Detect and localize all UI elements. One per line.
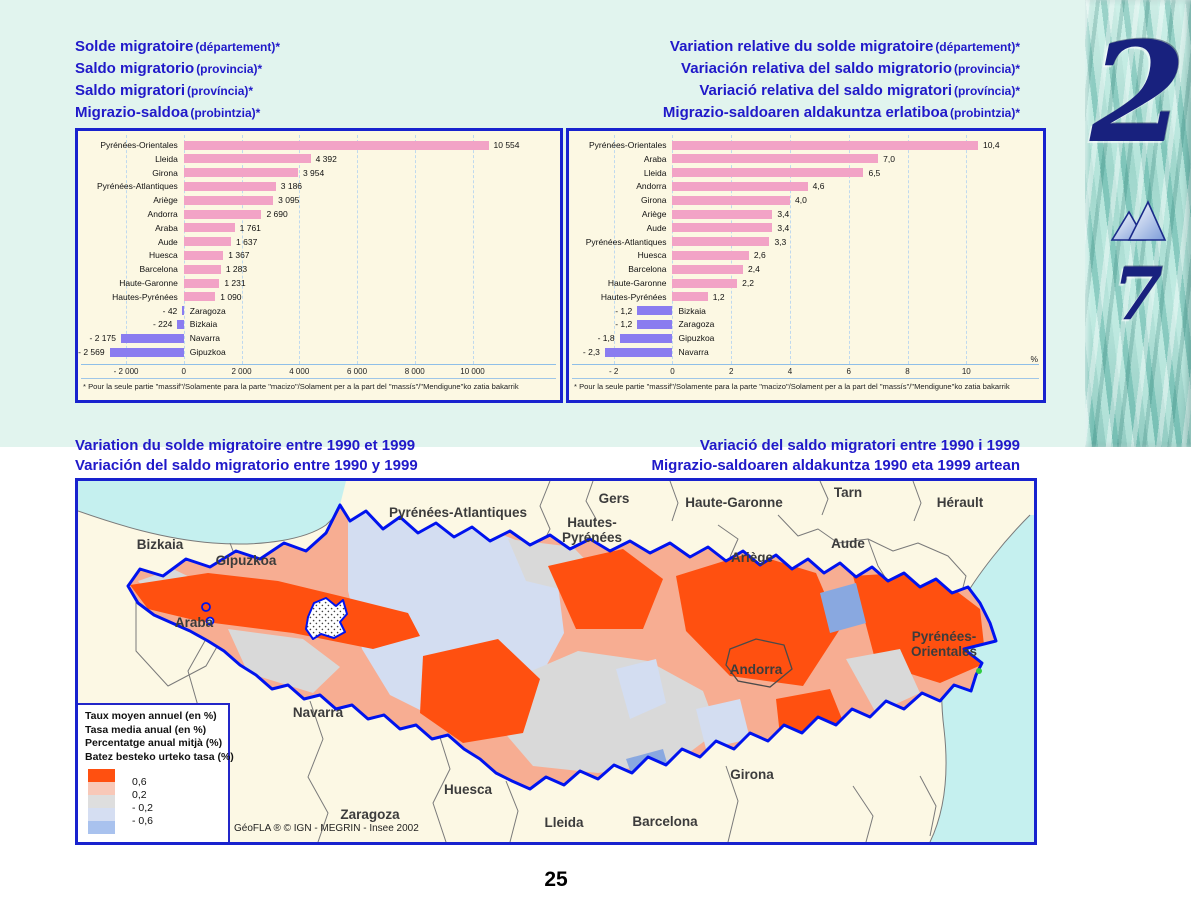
- legend-threshold-label: - 0,2: [132, 802, 154, 814]
- bar-value-label: - 2,3: [582, 347, 600, 357]
- bar-category-label: Araba: [155, 222, 178, 233]
- bar-positive: [184, 210, 262, 219]
- mountains-icon: [1109, 196, 1167, 244]
- bar-category-label: Gipuzkoa: [189, 347, 226, 357]
- bar-positive: [184, 237, 231, 246]
- bar-value-label: 1 761: [239, 222, 261, 233]
- bar-category-label: Barcelona: [628, 264, 667, 275]
- map-title-es: Variación del saldo migratorio entre 1990 y 1999: [75, 457, 418, 474]
- legend-title-eu: Batez besteko urteko tasa (%): [85, 750, 234, 763]
- legend-title-es: Tasa media anual (en %): [85, 723, 207, 736]
- bar-value-label: 3 095: [278, 195, 300, 206]
- bar-category-label: Aude: [157, 236, 178, 247]
- bar-value-label: 3 186: [280, 181, 303, 192]
- legend-title-fr: Taux moyen annuel (en %): [85, 710, 217, 722]
- axis-tick-label: 8 000: [404, 366, 425, 376]
- bar-value-label: 7,0: [883, 153, 895, 164]
- x-axis-ticks: [572, 353, 1038, 378]
- bar-value-label: 2,2: [742, 278, 754, 288]
- bar-positive: [672, 168, 863, 177]
- bar-negative: [637, 320, 672, 329]
- bar-category-label: Ariège: [641, 209, 667, 219]
- legend-swatch: [88, 769, 115, 782]
- choropleth-map: [75, 478, 1037, 845]
- title-eu: Migrazio-saldoaren aldakuntza erlatiboa (probintzia)*: [662, 104, 1020, 121]
- bar-positive: [184, 196, 273, 205]
- bar-category-label: Pyrénées-Orientales: [589, 140, 667, 150]
- bar-value-label: 10 554: [493, 140, 520, 150]
- map-label-pyrenees-atlantiques: Pyrénées-Atlantiques: [388, 505, 528, 520]
- section-number: 7: [1112, 251, 1164, 336]
- bar-category-label: Hautes-Pyrénées: [600, 291, 667, 302]
- axis-tick-label: 4 000: [289, 366, 310, 376]
- map-label-ariege: Ariège: [730, 550, 774, 565]
- title-ca: Variació relativa del saldo migratori (província)*: [699, 82, 1020, 99]
- title-es: Variación relativa del saldo migratorio (provincia)*: [681, 60, 1020, 77]
- gridline: [357, 135, 358, 364]
- bar-value-label: 4,6: [812, 181, 825, 192]
- map-titles-right: [652, 436, 1021, 476]
- axis-tick-label: 10 000: [460, 366, 485, 376]
- bar-positive: [184, 168, 298, 177]
- bar-value-label: - 2 175: [89, 333, 116, 344]
- gridline: [966, 135, 967, 364]
- bar-value-label: 1 367: [228, 250, 250, 261]
- map-label-zaragoza: Zaragoza: [340, 807, 400, 822]
- bar-category-label: Gipuzkoa: [678, 333, 715, 344]
- map-titles-left: [75, 436, 418, 476]
- bar-category-label: Pyrénées-Orientales: [100, 140, 178, 150]
- title-eu: Migrazio-saldoa (probintzia)*: [75, 104, 261, 121]
- bar-positive: [184, 154, 311, 163]
- legend-swatch: [88, 795, 115, 808]
- bar-category-label: Hautes-Pyrénées: [112, 291, 178, 302]
- bar-negative: [182, 306, 184, 315]
- bar-value-label: 3,4: [777, 209, 790, 219]
- bar-positive: [184, 292, 215, 301]
- bar-category-label: Bizkaia: [189, 319, 218, 330]
- axis-tick-label: 6 000: [347, 366, 368, 376]
- bar-category-label: Huesca: [637, 250, 667, 261]
- bar-value-label: 10,4: [983, 140, 1000, 150]
- legend-swatch: [88, 782, 115, 795]
- map-label-lleida: Lleida: [544, 815, 584, 830]
- bar-positive: [672, 251, 748, 260]
- bar-value-label: - 1,2: [615, 319, 633, 330]
- bar-category-label: Girona: [640, 195, 667, 206]
- map-legend: [78, 703, 234, 842]
- bar-chart-solde-migratoire: [75, 128, 563, 403]
- gridline: [473, 135, 474, 364]
- chart-footnote: * Pour la seule partie "massif"/Solamente para la parte "macizo"/Solament per a la part del "massís"/"Mendigune"ko zatia bakarrik: [574, 381, 1010, 391]
- bar-positive: [672, 237, 769, 246]
- axis-tick-label: 4: [787, 366, 793, 376]
- bar-negative: [110, 348, 184, 357]
- map-label-navarra: Navarra: [292, 705, 344, 720]
- bar-negative: [637, 306, 672, 315]
- map-attribution: GéoFLA ® © IGN - MEGRIN - Insee 2002: [234, 823, 419, 834]
- bar-category-label: Haute-Garonne: [119, 278, 178, 288]
- axis-tick-label: 0: [181, 366, 187, 376]
- map-label-bizkaia: Bizkaia: [136, 537, 184, 552]
- title-fr: Variation relative du solde migratoire (département)*: [669, 38, 1020, 55]
- bar-positive: [672, 292, 707, 301]
- bar-positive: [672, 141, 978, 150]
- map-label-pyrenees-orientales: Pyrénées-Orientales: [910, 629, 978, 659]
- bar-category-label: Navarra: [189, 333, 221, 344]
- bar-positive: [672, 265, 743, 274]
- bar-category-label: Bizkaia: [678, 305, 706, 316]
- gridline: [299, 135, 300, 364]
- bar-category-label: Girona: [152, 167, 178, 178]
- axis-tick-label: 2: [729, 366, 734, 376]
- legend-threshold-label: 0,6: [132, 776, 147, 788]
- axis-tick-label: - 2: [609, 366, 619, 376]
- bar-positive: [184, 279, 220, 288]
- map-label-barcelona: Barcelona: [632, 814, 698, 829]
- bar-value-label: 1,2: [712, 291, 725, 302]
- chapter-number: 2: [1089, 11, 1187, 174]
- legend-title-ca: Percentatge anual mitjà (%): [85, 737, 223, 749]
- chart-left-titles: [75, 36, 280, 124]
- bar-category-label: Huesca: [148, 250, 178, 261]
- axis-tick-label: 6: [846, 366, 851, 376]
- bar-positive: [184, 182, 276, 191]
- chapter-sidebar: [1085, 0, 1191, 447]
- bar-value-label: 3,3: [774, 236, 787, 247]
- gridline: [908, 135, 909, 364]
- title-es: Saldo migratorio (provincia)*: [75, 60, 263, 77]
- map-label-gipuzkoa: Gipuzkoa: [215, 553, 277, 568]
- bar-value-label: - 2 569: [78, 347, 105, 357]
- bar-category-label: Zaragoza: [189, 305, 226, 316]
- gridline: [126, 135, 127, 364]
- chart-plot-area: [572, 131, 1038, 364]
- axis-tick-label: 0: [670, 366, 675, 376]
- x-axis-ticks: [81, 365, 547, 378]
- bar-chart-variation-relative: [566, 128, 1046, 403]
- bar-category-label: Aude: [646, 222, 667, 233]
- map-title-fr: Variation du solde migratoire entre 1990 et 1999: [75, 437, 416, 454]
- bar-value-label: 4 392: [315, 153, 337, 164]
- map-label-hautes-pyrenees: Hautes-Pyrénées: [561, 515, 623, 545]
- map-title-ca: Variació del saldo migratori entre 1990 i 1999: [699, 437, 1020, 454]
- bar-negative: [177, 320, 183, 329]
- bar-positive: [184, 265, 221, 274]
- legend-swatch: [88, 808, 115, 821]
- bar-value-label: 2 690: [266, 209, 288, 219]
- bar-positive: [672, 223, 772, 232]
- page-number: 25: [544, 868, 568, 891]
- bar-value-label: 2,4: [748, 264, 760, 275]
- title-ca: Saldo migratori (província)*: [75, 82, 254, 99]
- map-label-haute-garonne: Haute-Garonne: [685, 495, 783, 510]
- bar-value-label: - 1,2: [615, 305, 633, 316]
- legend-threshold-label: 0,2: [132, 789, 147, 801]
- map-label-gers: Gers: [598, 491, 630, 506]
- bar-value-label: 3,4: [777, 222, 790, 233]
- bar-category-label: Araba: [643, 153, 667, 164]
- title-fr: Solde migratoire (département)*: [75, 38, 281, 55]
- bar-positive: [184, 141, 489, 150]
- bar-category-label: Ariège: [153, 195, 178, 206]
- bar-category-label: Pyrénées-Atlantiques: [585, 236, 667, 247]
- bar-positive: [672, 182, 807, 191]
- legend-threshold-label: - 0,6: [132, 815, 154, 827]
- map-label-andorra: Andorra: [729, 662, 783, 677]
- bar-category-label: Navarra: [678, 347, 709, 357]
- bar-value-label: 2,6: [753, 250, 766, 261]
- chart-right-titles: [663, 36, 1020, 124]
- bar-value-label: 1 637: [236, 236, 258, 247]
- axis-tick-label: 10: [961, 366, 971, 376]
- bar-positive: [184, 251, 223, 260]
- gridline: [415, 135, 416, 364]
- bar-category-label: Lleida: [155, 153, 178, 164]
- bar-value-label: - 1,8: [597, 333, 615, 344]
- legend-color-scale: [88, 769, 218, 834]
- map-label-araba: Araba: [174, 615, 214, 630]
- bar-positive: [672, 279, 737, 288]
- coast-green-dot: [976, 668, 982, 674]
- bar-category-label: Andorra: [636, 181, 667, 192]
- bar-negative: [620, 334, 673, 343]
- axis-unit-label: %: [1030, 353, 1038, 364]
- bar-category-label: Lleida: [643, 167, 667, 178]
- legend-swatch: [88, 821, 115, 834]
- bar-value-label: 1 231: [224, 278, 246, 288]
- axis-tick-label: 2 000: [231, 366, 252, 376]
- bar-value-label: - 224: [152, 319, 173, 330]
- map-label-huesca: Huesca: [443, 782, 493, 797]
- chart-plot-area: [78, 131, 547, 364]
- bar-value-label: 3 954: [302, 167, 325, 178]
- bar-category-label: Barcelona: [139, 264, 178, 275]
- map-label-tarn: Tarn: [833, 485, 863, 500]
- bar-category-label: Andorra: [147, 209, 178, 219]
- map-label-aude: Aude: [831, 536, 865, 551]
- bar-value-label: - 42: [162, 305, 178, 316]
- bar-negative: [605, 348, 673, 357]
- axis-tick-label: 8: [905, 366, 910, 376]
- bar-category-label: Zaragoza: [678, 319, 715, 330]
- bar-value-label: 1 090: [220, 291, 242, 302]
- chart-footnote: * Pour la seule partie "massif"/Solamente para la parte "macizo"/Solament per a la part del "massís"/"Mendigune"ko zatia bakarrik: [83, 381, 519, 391]
- axis-tick-label: - 2 000: [113, 366, 139, 376]
- bar-value-label: 1 283: [225, 264, 248, 275]
- bar-negative: [121, 334, 184, 343]
- bar-positive: [672, 196, 790, 205]
- map-label-girona: Girona: [730, 767, 774, 782]
- bar-value-label: 4,0: [795, 195, 807, 206]
- bar-category-label: Haute-Garonne: [607, 278, 667, 288]
- bar-positive: [672, 154, 878, 163]
- map-label-herault: Hérault: [936, 495, 984, 510]
- bar-category-label: Pyrénées-Atlantiques: [97, 181, 178, 192]
- bar-value-label: 6,5: [868, 167, 881, 178]
- map-title-eu: Migrazio-saldoaren aldakuntza 1990 eta 1999 artean: [651, 457, 1020, 474]
- bar-positive: [672, 210, 772, 219]
- bar-positive: [184, 223, 235, 232]
- exclave-dot: [202, 603, 210, 611]
